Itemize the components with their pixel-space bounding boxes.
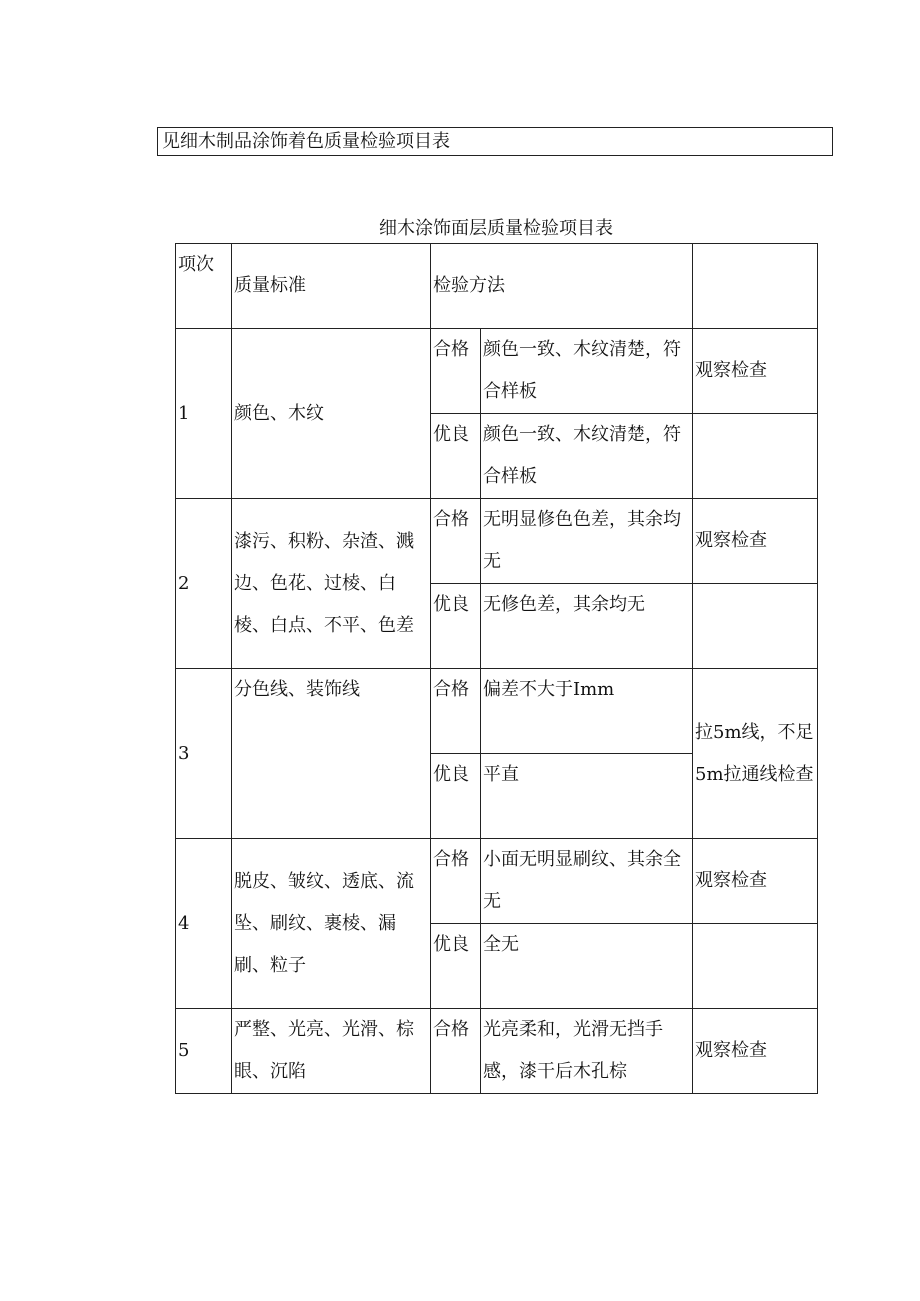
header-last	[693, 244, 818, 329]
row-standard: 漆污、积粉、杂渣、溅边、色花、过棱、白棱、白点、不平、色差	[232, 499, 431, 669]
grade-cell: 优良	[431, 754, 481, 839]
criteria-cell: 颜色一致、木纹清楚，符合样板	[481, 414, 693, 499]
row-no: 1	[176, 329, 232, 499]
row-standard: 分色线、装饰线	[232, 669, 431, 839]
table-row	[176, 669, 818, 754]
header-standard: 质量标准	[232, 244, 431, 329]
grade-cell: 合格	[431, 1009, 481, 1094]
row-no: 4	[176, 839, 232, 1009]
row-standard: 严整、光亮、光滑、棕眼、沉陷	[232, 1009, 431, 1094]
criteria-cell: 无明显修色色差，其余均无	[481, 499, 693, 584]
criteria-cell: 偏差不大于Imm	[481, 669, 693, 754]
table-row	[176, 329, 818, 414]
method-cell: 观察检查	[693, 329, 818, 414]
method-cell	[693, 414, 818, 499]
table-header-row	[176, 244, 818, 329]
row-no: 5	[176, 1009, 232, 1094]
header-method: 检验方法	[431, 244, 693, 329]
criteria-cell: 光亮柔和，光滑无挡手感，漆干后木孔棕	[481, 1009, 693, 1094]
grade-cell: 合格	[431, 669, 481, 754]
criteria-cell: 颜色一致、木纹清楚，符合样板	[481, 329, 693, 414]
grade-cell: 合格	[431, 839, 481, 924]
grade-cell: 优良	[431, 924, 481, 1009]
row-standard: 脱皮、皱纹、透底、流坠、刷纹、裹棱、漏刷、粒子	[232, 839, 431, 1009]
grade-cell: 优良	[431, 584, 481, 669]
method-cell	[693, 924, 818, 1009]
row-no: 2	[176, 499, 232, 669]
row-standard: 颜色、木纹	[232, 329, 431, 499]
method-cell: 观察检查	[693, 499, 818, 584]
inspection-table	[175, 243, 818, 1094]
grade-cell: 合格	[431, 499, 481, 584]
header-no: 项次	[176, 244, 232, 329]
table-row	[176, 499, 818, 584]
method-cell: 拉5m线，不足5m拉通线检查	[693, 669, 818, 839]
intro-box: 见细木制品涂饰着色质量检验项目表	[157, 127, 833, 156]
grade-cell: 优良	[431, 414, 481, 499]
method-cell: 观察检查	[693, 839, 818, 924]
method-cell	[693, 584, 818, 669]
criteria-cell: 平直	[481, 754, 693, 839]
criteria-cell: 全无	[481, 924, 693, 1009]
criteria-cell: 小面无明显刷纹、其余全无	[481, 839, 693, 924]
table-row	[176, 839, 818, 924]
method-cell: 观察检查	[693, 1009, 818, 1094]
row-no: 3	[176, 669, 232, 839]
grade-cell: 合格	[431, 329, 481, 414]
criteria-cell: 无修色差，其余均无	[481, 584, 693, 669]
table-row	[176, 1009, 818, 1094]
table-title: 细木涂饰面层质量检验项目表	[379, 218, 613, 239]
